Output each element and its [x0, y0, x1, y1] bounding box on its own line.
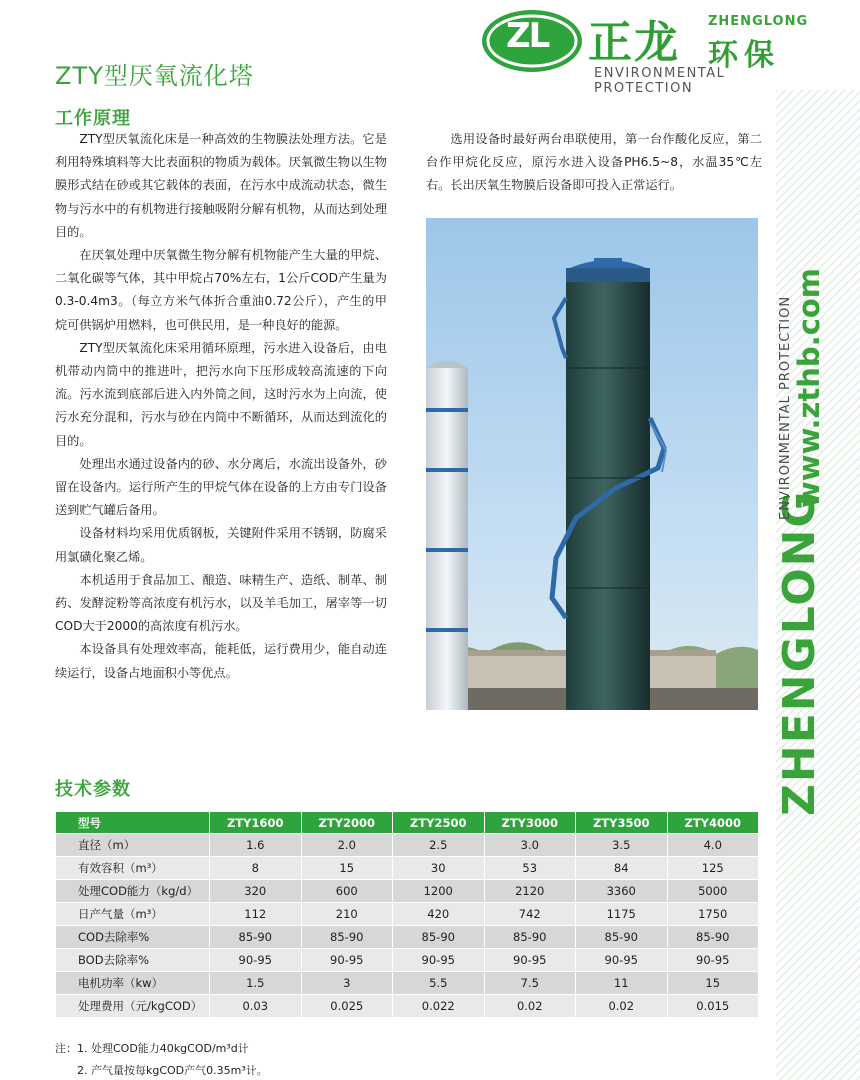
table-cell: 3	[301, 972, 393, 995]
table-cell: 处理费用（元/kgCOD）	[56, 995, 210, 1018]
table-notes	[55, 1038, 268, 1080]
table-cell: 320	[210, 880, 302, 903]
principle-right-column	[426, 128, 762, 198]
principle-paragraph: ZTY型厌氧流化床采用循环原理，污水进入设备后，由电机带动内筒中的推进叶，把污水向下压形成较高流速的下向流。污水流到底部后进入内外筒之间，这时污水为上向流，使污水充分混和，污水与砂在内筒中不断循环，从而达到流化的目的。	[55, 340, 387, 448]
note-label: 注：	[55, 1042, 77, 1055]
principle-paragraph: ZTY型厌氧流化床是一种高效的生物膜法处理方法。它是利用特殊填料等大比表面积的物质为载体。厌氧微生物以生物膜形式结在砂或其它载体的表面，在污水中成流动状态，微生物与污水中的有机物进行接触吸附分解有机物，从而达到处理目的。	[55, 132, 387, 239]
table-cell: 112	[210, 903, 302, 926]
table-cell: 90-95	[393, 949, 485, 972]
table-cell: 0.015	[667, 995, 759, 1018]
table-cell: 0.025	[301, 995, 393, 1018]
table-cell: 有效容积（m³）	[56, 857, 210, 880]
side-brand-text: ZHENGLONG	[774, 489, 825, 816]
specs-heading: 技术参数	[55, 779, 131, 800]
table-cell: 15	[301, 857, 393, 880]
table-cell: 90-95	[484, 949, 576, 972]
principle-paragraph: 选用设备时最好两台串联使用，第一台作酸化反应，第二台作甲烷化反应，原污水进入设备PH6.5~8，水温35℃左右。长出厌氧生物膜后设备即可投入正常运行。	[426, 132, 762, 193]
table-cell: 0.03	[210, 995, 302, 1018]
table-cell: 3.0	[484, 834, 576, 857]
table-header-cell: ZTY3500	[576, 812, 668, 834]
table-cell: 电机功率（kw）	[56, 972, 210, 995]
table-cell: 0.02	[484, 995, 576, 1018]
principle-paragraph: 本机适用于食品加工、酿造、味精生产、造纸、制革、制药、发酵淀粉等高浓度有机污水，以及羊毛加工，屠宰等一切COD大于2000的高浓度有机污水。	[55, 572, 387, 634]
table-cell: 1.6	[210, 834, 302, 857]
table-header-row	[56, 812, 759, 834]
table-row	[56, 995, 759, 1018]
table-cell: 90-95	[210, 949, 302, 972]
specs-table	[55, 811, 759, 1018]
table-cell: 85-90	[484, 926, 576, 949]
table-cell: 1.5	[210, 972, 302, 995]
table-cell: 1175	[576, 903, 668, 926]
table-header-cell: ZTY3000	[484, 812, 576, 834]
tower-photo	[426, 218, 758, 710]
table-cell: 2.0	[301, 834, 393, 857]
table-cell: 90-95	[576, 949, 668, 972]
table-cell: 53	[484, 857, 576, 880]
table-cell: 420	[393, 903, 485, 926]
note-text: 2. 产气量按每kgCOD产气0.35m³计。	[77, 1064, 268, 1077]
table-cell: 84	[576, 857, 668, 880]
table-row	[56, 903, 759, 926]
logo-cn-sub: 环保	[708, 38, 780, 73]
table-row	[56, 834, 759, 857]
table-cell: 7.5	[484, 972, 576, 995]
note-line	[55, 1038, 268, 1060]
table-cell: 85-90	[210, 926, 302, 949]
table-cell: 125	[667, 857, 759, 880]
principle-paragraph: 设备材料均采用优质钢板，关键附件采用不锈钢，防腐采用氯磺化聚乙烯。	[55, 526, 387, 564]
page-title: ZTY型厌氧流化塔	[55, 62, 254, 90]
table-cell: 85-90	[667, 926, 759, 949]
table-cell: 8	[210, 857, 302, 880]
table-header-cell: ZTY2500	[393, 812, 485, 834]
table-cell: 30	[393, 857, 485, 880]
principle-left-column	[55, 128, 387, 685]
table-row	[56, 880, 759, 903]
principle-paragraph: 本设备具有处理效率高，能耗低，运行费用少，能自动连续运行，设备占地面积小等优点。	[55, 642, 387, 680]
logo-badge-text: ZL	[506, 16, 549, 56]
table-row	[56, 857, 759, 880]
table-cell: 600	[301, 880, 393, 903]
table-cell: 3.5	[576, 834, 668, 857]
table-cell: 5.5	[393, 972, 485, 995]
table-header-cell: ZTY1600	[210, 812, 302, 834]
table-header-cell: ZTY4000	[667, 812, 759, 834]
logo-cn-name: 正龙	[588, 17, 680, 68]
table-cell: BOD去除率%	[56, 949, 210, 972]
table-cell: 85-90	[301, 926, 393, 949]
logo-en-name: ZHENGLONG	[708, 14, 809, 29]
table-row	[56, 926, 759, 949]
table-cell: 85-90	[393, 926, 485, 949]
table-cell: 85-90	[576, 926, 668, 949]
table-cell: 2120	[484, 880, 576, 903]
table-cell: 210	[301, 903, 393, 926]
table-row	[56, 972, 759, 995]
table-cell: 4.0	[667, 834, 759, 857]
table-cell: 1750	[667, 903, 759, 926]
table-cell: 直径（m）	[56, 834, 210, 857]
side-url-text: www.zthb.com	[792, 267, 826, 508]
table-cell: 2.5	[393, 834, 485, 857]
table-cell: 0.02	[576, 995, 668, 1018]
side-sub-text: ENVIRONMENTAL PROTECTION	[778, 295, 793, 520]
table-cell: 处理COD能力（kg/d）	[56, 880, 210, 903]
table-row	[56, 949, 759, 972]
company-logo	[480, 4, 810, 96]
table-cell: 1200	[393, 880, 485, 903]
note-text: 1. 处理COD能力40kgCOD/m³d计	[77, 1042, 249, 1055]
principle-paragraph: 处理出水通过设备内的砂、水分离后，水流出设备外，砂留在设备内。运行所产生的甲烷气体在设备的上方由专门设备送到贮气罐后备用。	[55, 456, 387, 518]
table-cell: 15	[667, 972, 759, 995]
principle-paragraph: 在厌氧处理中厌氧微生物分解有机物能产生大量的甲烷、二氧化碳等气体，其中甲烷占70%左右，1公斤COD产生量为0.3-0.4m3。（每立方米气体折合重油0.72公斤），产生的甲烷可供锅炉用燃料，也可供民用，是一种良好的能源。	[55, 248, 387, 332]
note-line	[55, 1060, 268, 1080]
table-header-cell: ZTY2000	[301, 812, 393, 834]
table-cell: 3360	[576, 880, 668, 903]
table-cell: 5000	[667, 880, 759, 903]
principle-heading: 工作原理	[55, 108, 131, 129]
table-cell: 0.022	[393, 995, 485, 1018]
table-header-cell: 型号	[56, 812, 210, 834]
table-cell: 90-95	[301, 949, 393, 972]
table-cell: 日产气量（m³）	[56, 903, 210, 926]
table-cell: 11	[576, 972, 668, 995]
logo-en-sub: ENVIRONMENTAL PROTECTION	[594, 66, 726, 96]
table-cell: 742	[484, 903, 576, 926]
table-cell: COD去除率%	[56, 926, 210, 949]
table-cell: 90-95	[667, 949, 759, 972]
